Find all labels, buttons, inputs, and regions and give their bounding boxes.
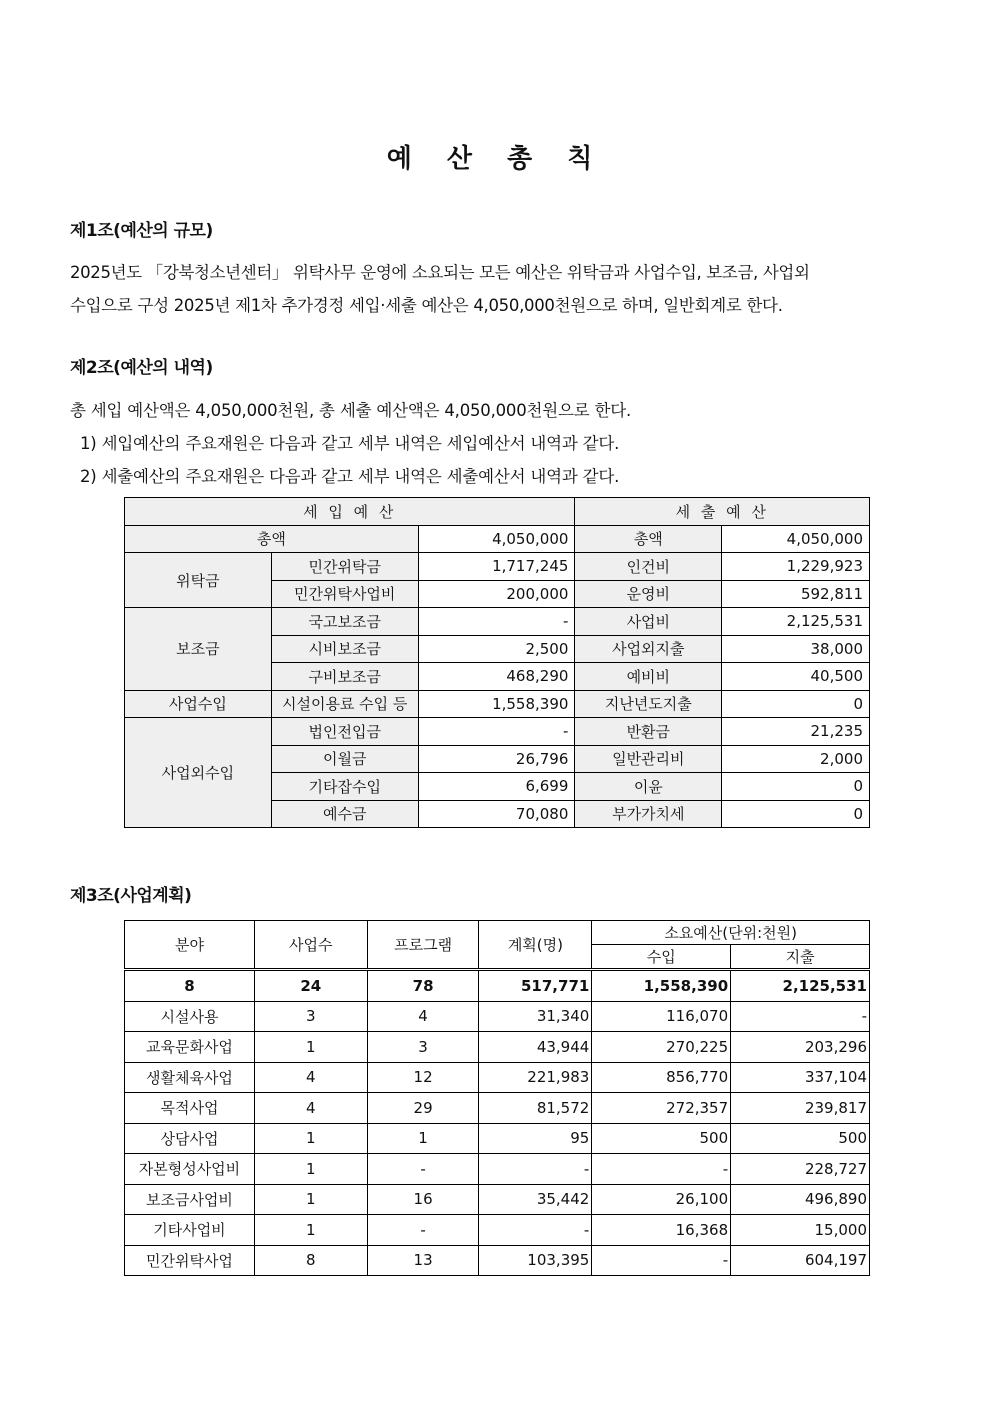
plan-income: 116,070	[592, 1001, 731, 1032]
plan-row	[125, 1001, 870, 1032]
plan-expense: -	[731, 1001, 870, 1032]
plan-expense: 203,296	[731, 1032, 870, 1063]
article1-heading: 제1조(예산의 규모)	[70, 221, 213, 241]
revenue-item: 구비보조금	[271, 663, 418, 691]
budget-row	[125, 608, 870, 636]
business-plan-table	[124, 920, 870, 1276]
budget-table	[124, 497, 870, 828]
plan-program: 29	[367, 1093, 479, 1124]
header-count: 사업수	[254, 921, 367, 970]
total-plan: 517,771	[479, 970, 592, 1002]
plan-count: 1	[254, 1215, 367, 1246]
total-expense: 2,125,531	[731, 970, 870, 1002]
expense-total-amount: 4,050,000	[722, 525, 870, 553]
expense-item: 사업외지출	[575, 635, 722, 663]
budget-total-row	[125, 525, 870, 553]
plan-field: 기타사업비	[125, 1215, 255, 1246]
plan-income: 272,357	[592, 1093, 731, 1124]
revenue-item: 이월금	[271, 745, 418, 773]
revenue-item: 시설이용료 수입 등	[271, 690, 418, 718]
expense-item: 지난년도지출	[575, 690, 722, 718]
expense-total-label: 총액	[575, 525, 722, 553]
plan-count: 4	[254, 1093, 367, 1124]
plan-field: 교육문화사업	[125, 1032, 255, 1063]
revenue-amount: 468,290	[418, 663, 575, 691]
plan-program: 12	[367, 1062, 479, 1093]
plan-field: 자본형성사업비	[125, 1154, 255, 1185]
expense-amount: 1,229,923	[722, 553, 870, 581]
revenue-item: 기타잡수입	[271, 773, 418, 801]
plan-expense: 337,104	[731, 1062, 870, 1093]
expense-amount: 21,235	[722, 718, 870, 746]
plan-people: 95	[479, 1123, 592, 1154]
plan-program: 16	[367, 1184, 479, 1215]
plan-income: 26,100	[592, 1184, 731, 1215]
expense-amount: 0	[722, 690, 870, 718]
plan-income: 856,770	[592, 1062, 731, 1093]
header-income: 수입	[592, 945, 731, 970]
plan-people: -	[479, 1215, 592, 1246]
plan-program: 3	[367, 1032, 479, 1063]
revenue-amount: 1,558,390	[418, 690, 575, 718]
article3-heading: 제3조(사업계획)	[70, 886, 192, 906]
plan-people: 43,944	[479, 1032, 592, 1063]
plan-income: 270,225	[592, 1032, 731, 1063]
expense-item: 운영비	[575, 580, 722, 608]
header-field: 분야	[125, 921, 255, 970]
plan-row	[125, 1062, 870, 1093]
plan-program: 4	[367, 1001, 479, 1032]
total-income: 1,558,390	[592, 970, 731, 1002]
revenue-item: 민간위탁금	[271, 553, 418, 581]
expense-amount: 38,000	[722, 635, 870, 663]
revenue-amount: 200,000	[418, 580, 575, 608]
expense-item: 일반관리비	[575, 745, 722, 773]
plan-income: 500	[592, 1123, 731, 1154]
budget-row	[125, 690, 870, 718]
plan-total-row	[125, 970, 870, 1002]
revenue-item: 예수금	[271, 800, 418, 828]
article1-line2: 수입으로 구성 2025년 제1차 추가경정 세입·세출 예산은 4,050,000천원으로 하며, 일반회계로 한다.	[70, 296, 783, 315]
plan-row	[125, 1032, 870, 1063]
plan-count: 1	[254, 1032, 367, 1063]
plan-expense: 500	[731, 1123, 870, 1154]
total-program: 78	[367, 970, 479, 1002]
expense-amount: 40,500	[722, 663, 870, 691]
revenue-amount: 1,717,245	[418, 553, 575, 581]
plan-program: 13	[367, 1245, 479, 1276]
group-business: 사업수입	[125, 690, 272, 718]
expense-item: 부가가치세	[575, 800, 722, 828]
plan-count: 1	[254, 1123, 367, 1154]
plan-header-row	[125, 921, 870, 945]
plan-row	[125, 1123, 870, 1154]
revenue-amount: -	[418, 718, 575, 746]
plan-field: 시설사용	[125, 1001, 255, 1032]
revenue-amount: 6,699	[418, 773, 575, 801]
article2-line2: 1) 세입예산의 주요재원은 다음과 같고 세부 내역은 세입예산서 내역과 같다.	[80, 434, 620, 453]
group-trust: 위탁금	[125, 553, 272, 608]
plan-income: 16,368	[592, 1215, 731, 1246]
plan-field: 민간위탁사업	[125, 1245, 255, 1276]
group-subsidy: 보조금	[125, 608, 272, 691]
expense-item: 이윤	[575, 773, 722, 801]
article2-line3: 2) 세출예산의 주요재원은 다음과 같고 세부 내역은 세출예산서 내역과 같다.	[80, 467, 620, 486]
total-count: 24	[254, 970, 367, 1002]
page-title: 예 산 총 칙	[386, 144, 606, 174]
article2-line1: 총 세입 예산액은 4,050,000천원, 총 세출 예산액은 4,050,000천원으로 한다.	[70, 401, 632, 420]
total-field: 8	[125, 970, 255, 1002]
plan-count: 3	[254, 1001, 367, 1032]
revenue-amount: -	[418, 608, 575, 636]
plan-count: 1	[254, 1154, 367, 1185]
plan-field: 보조금사업비	[125, 1184, 255, 1215]
plan-row	[125, 1154, 870, 1185]
plan-row	[125, 1184, 870, 1215]
expense-amount: 2,000	[722, 745, 870, 773]
plan-row	[125, 1215, 870, 1246]
revenue-total-amount: 4,050,000	[418, 525, 575, 553]
expense-amount: 2,125,531	[722, 608, 870, 636]
plan-count: 1	[254, 1184, 367, 1215]
article2-body	[70, 394, 631, 493]
expense-item: 예비비	[575, 663, 722, 691]
plan-count: 8	[254, 1245, 367, 1276]
revenue-amount: 70,080	[418, 800, 575, 828]
revenue-header: 세 입 예 산	[125, 498, 575, 526]
plan-expense: 228,727	[731, 1154, 870, 1185]
plan-people: 35,442	[479, 1184, 592, 1215]
header-plan: 계획(명)	[479, 921, 592, 970]
expense-item: 사업비	[575, 608, 722, 636]
plan-program: 1	[367, 1123, 479, 1154]
plan-people: 31,340	[479, 1001, 592, 1032]
plan-field: 생활체육사업	[125, 1062, 255, 1093]
plan-expense: 239,817	[731, 1093, 870, 1124]
revenue-item: 법인전입금	[271, 718, 418, 746]
expense-item: 인건비	[575, 553, 722, 581]
plan-row	[125, 1093, 870, 1124]
header-expense: 지출	[731, 945, 870, 970]
revenue-total-label: 총액	[125, 525, 419, 553]
expense-amount: 0	[722, 800, 870, 828]
revenue-amount: 26,796	[418, 745, 575, 773]
revenue-amount: 2,500	[418, 635, 575, 663]
expense-item: 반환금	[575, 718, 722, 746]
plan-expense: 604,197	[731, 1245, 870, 1276]
plan-income: -	[592, 1154, 731, 1185]
plan-income: -	[592, 1245, 731, 1276]
expense-header: 세 출 예 산	[575, 498, 870, 526]
revenue-item: 민간위탁사업비	[271, 580, 418, 608]
expense-amount: 0	[722, 773, 870, 801]
plan-row	[125, 1245, 870, 1276]
revenue-item: 국고보조금	[271, 608, 418, 636]
plan-field: 목적사업	[125, 1093, 255, 1124]
plan-people: 81,572	[479, 1093, 592, 1124]
group-nonbusiness: 사업외수입	[125, 718, 272, 828]
plan-expense: 15,000	[731, 1215, 870, 1246]
expense-amount: 592,811	[722, 580, 870, 608]
plan-expense: 496,890	[731, 1184, 870, 1215]
article2-heading: 제2조(예산의 내역)	[70, 358, 213, 378]
budget-row	[125, 553, 870, 581]
header-program: 프로그램	[367, 921, 479, 970]
plan-program: -	[367, 1154, 479, 1185]
article1-line1: 2025년도 「강북청소년센터」 위탁사무 운영에 소요되는 모든 예산은 위탁금과 사업수입, 보조금, 사업외	[70, 263, 810, 282]
revenue-item: 시비보조금	[271, 635, 418, 663]
budget-header-row	[125, 498, 870, 526]
plan-field: 상담사업	[125, 1123, 255, 1154]
header-budget: 소요예산(단위:천원)	[592, 921, 870, 945]
plan-people: 103,395	[479, 1245, 592, 1276]
plan-people: -	[479, 1154, 592, 1185]
plan-program: -	[367, 1215, 479, 1246]
plan-count: 4	[254, 1062, 367, 1093]
article1-body	[70, 256, 930, 322]
budget-row	[125, 718, 870, 746]
plan-people: 221,983	[479, 1062, 592, 1093]
